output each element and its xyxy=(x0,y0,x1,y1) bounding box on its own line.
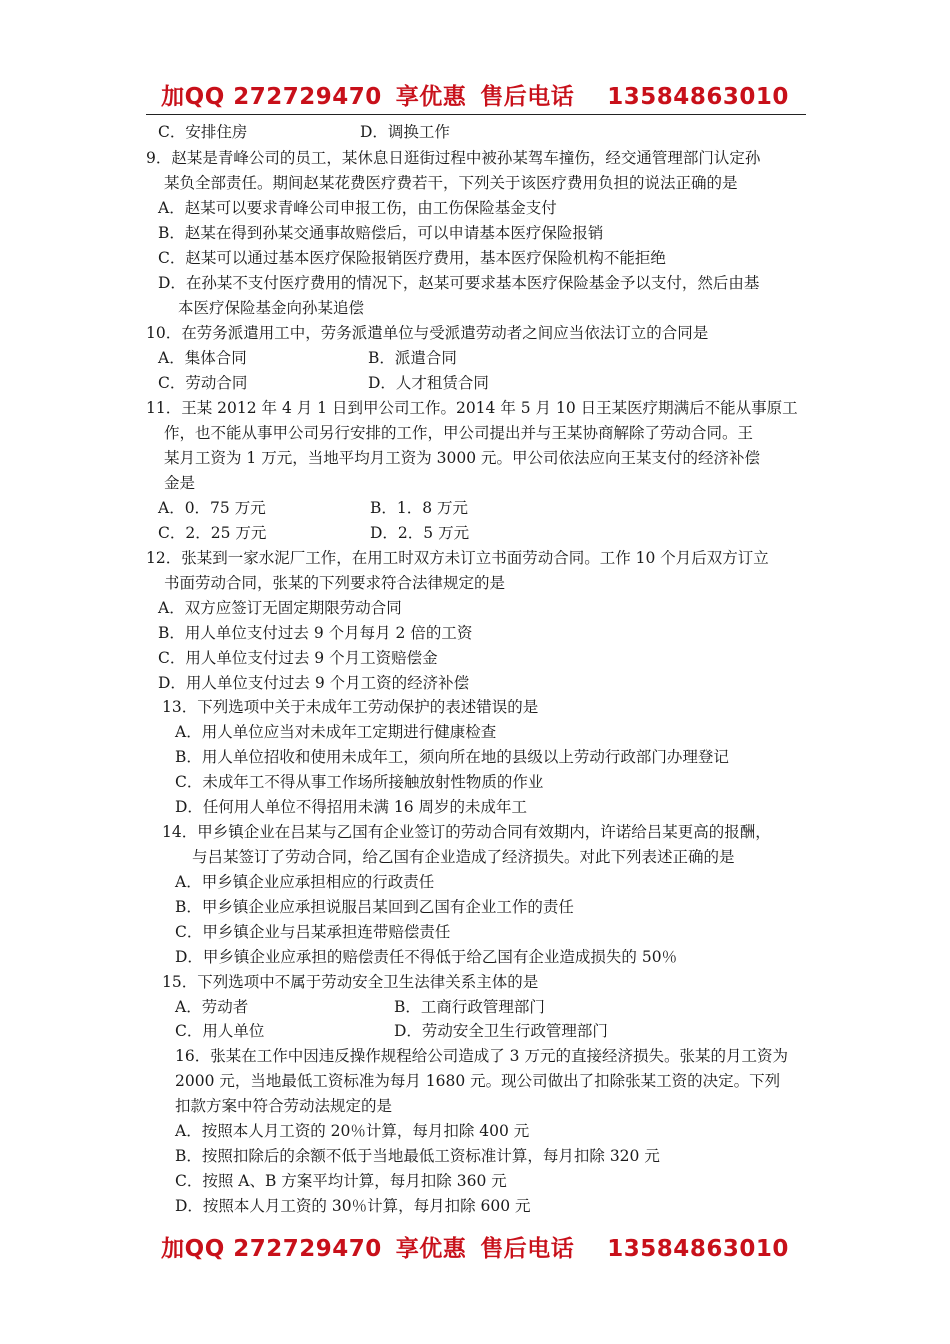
promo-banner-bottom xyxy=(0,1230,950,1263)
q14-option-c: C．甲乡镇企业与吕某承担连带赔偿责任 xyxy=(175,923,451,941)
q10-option-a: A．集体合同 xyxy=(158,349,247,367)
q11-stem-line4: 金是 xyxy=(164,474,196,492)
banner-promo: 享优惠 xyxy=(395,84,467,110)
q15-option-c: C．用人单位 xyxy=(175,1022,265,1040)
q16-option-d: D．按照本人月工资的 30％计算，每月扣除 600 元 xyxy=(175,1197,531,1215)
q15-stem: 15．下列选项中不属于劳动安全卫生法律关系主体的是 xyxy=(162,973,539,991)
q8-option-c: C．安排住房 xyxy=(158,123,248,141)
q12-option-d: D．用人单位支付过去 9 个月工资的经济补偿 xyxy=(158,674,470,692)
q16-option-b: B．按照扣除后的余额不低于当地最低工资标准计算，每月扣除 320 元 xyxy=(175,1147,660,1165)
q11-option-d: D．2．5 万元 xyxy=(370,524,470,542)
banner-service: 售后电话 xyxy=(480,84,575,110)
q15-option-b: B．工商行政管理部门 xyxy=(394,998,545,1016)
q11-option-b: B．1．8 万元 xyxy=(370,499,469,517)
q16-option-a: A．按照本人月工资的 20％计算，每月扣除 400 元 xyxy=(175,1122,530,1140)
q9-option-a: A．赵某可以要求青峰公司申报工伤，由工伤保险基金支付 xyxy=(158,199,557,217)
q10-stem: 10．在劳务派遣用工中，劳务派遣单位与受派遣劳动者之间应当依法订立的合同是 xyxy=(146,324,709,342)
q11-option-a: A．0．75 万元 xyxy=(158,499,266,517)
q12-stem-line2: 书面劳动合同，张某的下列要求符合法律规定的是 xyxy=(164,574,506,592)
q10-option-b: B．派遣合同 xyxy=(368,349,457,367)
banner-phone: 13584863010 xyxy=(607,84,789,110)
q9-option-d-line2: 本医疗保险基金向孙某追偿 xyxy=(178,299,365,317)
q13-option-c: C．未成年工不得从事工作场所接触放射性物质的作业 xyxy=(175,773,544,791)
q11-stem-line2: 作，也不能从事甲公司另行安排的工作，甲公司提出并与王某协商解除了劳动合同。王 xyxy=(164,424,754,442)
q12-option-c: C．用人单位支付过去 9 个月工资赔偿金 xyxy=(158,649,438,667)
q14-option-a: A．甲乡镇企业应承担相应的行政责任 xyxy=(175,873,435,891)
q10-option-d: D．人才租赁合同 xyxy=(368,374,489,392)
q13-option-b: B．用人单位招收和使用未成年工，须向所在地的县级以上劳动行政部门办理登记 xyxy=(175,748,729,766)
q14-stem-line1: 14．甲乡镇企业在吕某与乙国有企业签订的劳动合同有效期内，许诺给吕某更高的报酬， xyxy=(162,823,771,841)
q13-stem: 13．下列选项中关于未成年工劳动保护的表述错误的是 xyxy=(162,698,539,716)
q14-option-b: B．甲乡镇企业应承担说服吕某回到乙国有企业工作的责任 xyxy=(175,898,574,916)
q12-option-b: B．用人单位支付过去 9 个月每月 2 倍的工资 xyxy=(158,624,473,642)
q16-stem-line3: 扣款方案中符合劳动法规定的是 xyxy=(175,1097,393,1115)
q12-stem-line1: 12．张某到一家水泥厂工作，在用工时双方未订立书面劳动合同。工作 10 个月后双方订立 xyxy=(146,549,769,567)
q14-option-d: D．甲乡镇企业应承担的赔偿责任不得低于给乙国有企业造成损失的 50％ xyxy=(175,948,678,966)
banner-qq: 加QQ 272729470 xyxy=(161,84,382,110)
banner-service: 售后电话 xyxy=(480,1236,575,1262)
banner-qq: 加QQ 272729470 xyxy=(161,1236,382,1262)
q16-stem-line2: 2000 元，当地最低工资标准为每月 1680 元。现公司做出了扣除张某工资的决定。下列 xyxy=(175,1072,781,1090)
banner-phone: 13584863010 xyxy=(607,1236,789,1262)
q10-option-c: C．劳动合同 xyxy=(158,374,248,392)
q16-option-c: C．按照 A、B 方案平均计算，每月扣除 360 元 xyxy=(175,1172,507,1190)
q11-stem-line1: 11．王某 2012 年 4 月 1 日到甲公司工作。2014 年 5 月 10 日王某医疗期满后不能从事原工 xyxy=(146,399,798,417)
q9-stem-line1: 9．赵某是青峰公司的员工，某休息日逛街过程中被孙某驾车撞伤，经交通管理部门认定孙 xyxy=(146,149,761,167)
q13-option-a: A．用人单位应当对未成年工定期进行健康检查 xyxy=(175,723,497,741)
q9-option-b: B．赵某在得到孙某交通事故赔偿后，可以申请基本医疗保险报销 xyxy=(158,224,604,242)
q9-option-c: C．赵某可以通过基本医疗保险报销医疗费用，基本医疗保险机构不能拒绝 xyxy=(158,249,666,267)
q15-option-a: A．劳动者 xyxy=(175,998,249,1016)
q9-option-d-line1: D．在孙某不支付医疗费用的情况下，赵某可要求基本医疗保险基金予以支付，然后由基 xyxy=(158,274,760,292)
q14-stem-line2: 与吕某签订了劳动合同，给乙国有企业造成了经济损失。对此下列表述正确的是 xyxy=(192,848,735,866)
header-rule xyxy=(146,114,806,115)
q12-option-a: A．双方应签订无固定期限劳动合同 xyxy=(158,599,402,617)
q9-stem-line2: 某负全部责任。期间赵某花费医疗费若干，下列关于该医疗费用负担的说法正确的是 xyxy=(164,174,738,192)
q11-option-c: C．2．25 万元 xyxy=(158,524,267,542)
q16-stem-line1: 16．张某在工作中因违反操作规程给公司造成了 3 万元的直接经济损失。张某的月工资为 xyxy=(175,1047,788,1065)
q11-stem-line3: 某月工资为 1 万元，当地平均月工资为 3000 元。甲公司依法应向王某支付的经济补偿 xyxy=(164,449,761,467)
q13-option-d: D．任何用人单位不得招用未满 16 周岁的未成年工 xyxy=(175,798,528,816)
q8-option-d: D．调换工作 xyxy=(360,123,450,141)
q15-option-d: D．劳动安全卫生行政管理部门 xyxy=(394,1022,608,1040)
banner-promo: 享优惠 xyxy=(395,1236,467,1262)
promo-banner-top xyxy=(0,78,950,111)
